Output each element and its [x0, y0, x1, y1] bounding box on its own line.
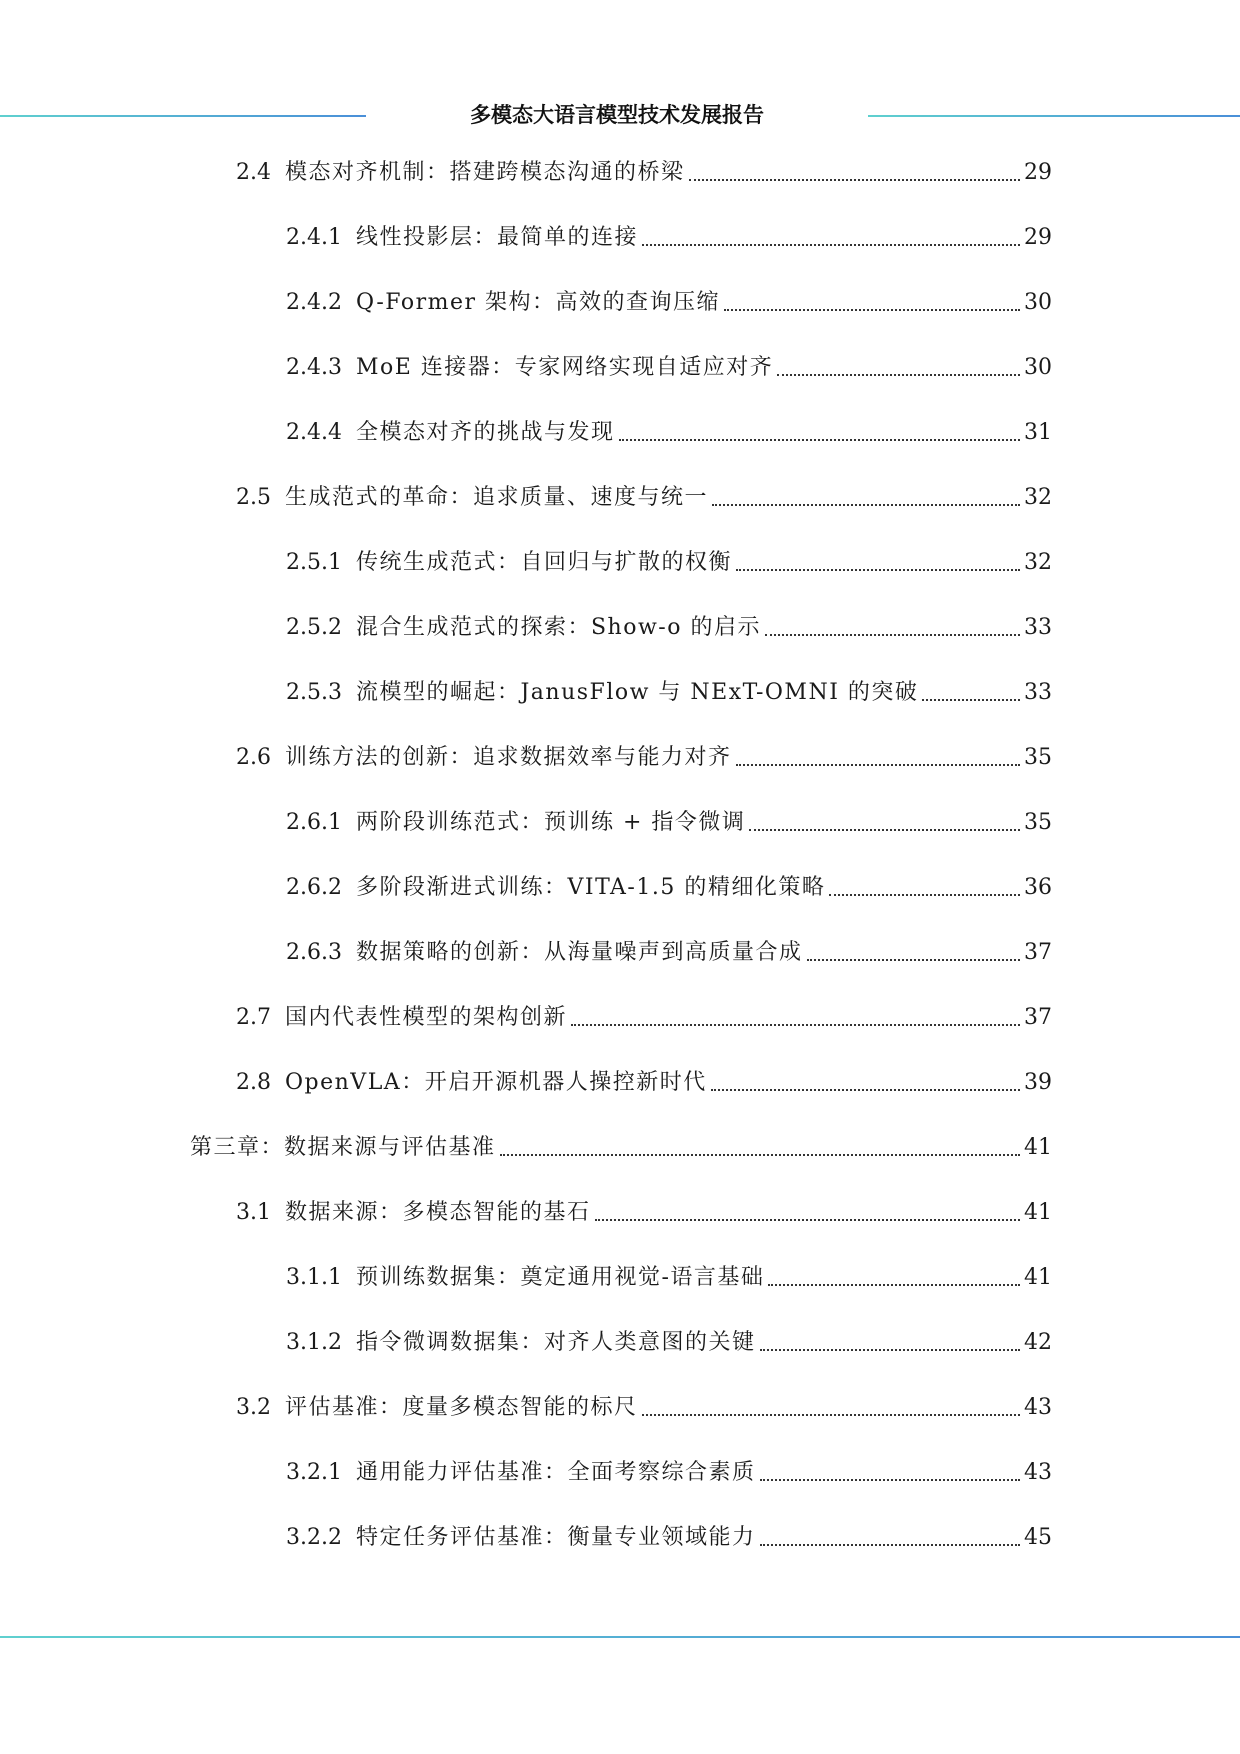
toc-entry-number: 2.8: [236, 1070, 271, 1095]
toc-page-number: 36: [1024, 875, 1052, 900]
toc-entry-2-5-2[interactable]: [286, 611, 1052, 645]
toc-entry-2-4-2[interactable]: [286, 286, 1052, 320]
toc-entry-3-1[interactable]: [236, 1196, 1052, 1230]
toc-dot-leader: [777, 372, 1020, 376]
toc-dot-leader: [619, 437, 1021, 441]
toc-entry-number: 2.7: [236, 1005, 271, 1030]
toc-entry-number: 3.1: [236, 1200, 271, 1225]
toc-page-number: 43: [1024, 1395, 1052, 1420]
toc-entry-title: 特定任务评估基准：衡量专业领域能力: [355, 1525, 756, 1550]
toc-dot-leader: [642, 242, 1020, 246]
toc-page-number: 41: [1024, 1265, 1052, 1290]
toc-page-number: 35: [1024, 810, 1052, 835]
toc-entry-2-7[interactable]: [236, 1001, 1052, 1035]
toc-entry-number: 2.4.1: [286, 225, 342, 250]
toc-dot-leader: [712, 502, 1020, 506]
toc-dot-leader: [736, 567, 1020, 571]
toc-dot-leader: [500, 1152, 1020, 1156]
toc-entry-title: 数据来源：多模态智能的基石: [285, 1200, 591, 1225]
toc-dot-leader: [571, 1022, 1020, 1026]
toc-dot-leader: [760, 1347, 1021, 1351]
toc-entry-3-2[interactable]: [236, 1391, 1052, 1425]
toc-entry-number: 2.5.2: [286, 615, 342, 640]
toc-entry-title: 通用能力评估基准：全面考察综合素质: [355, 1460, 756, 1485]
toc-entry-2-4-3[interactable]: [286, 351, 1052, 385]
toc-entry-2-6-2[interactable]: [286, 871, 1052, 905]
toc-dot-leader: [595, 1217, 1020, 1221]
toc-page-number: 30: [1024, 290, 1052, 315]
toc-dot-leader: [768, 1282, 1020, 1286]
toc-entry-2-5-3[interactable]: [286, 676, 1052, 710]
toc-page-number: 41: [1024, 1200, 1052, 1225]
toc-entry-2-6-1[interactable]: [286, 806, 1052, 840]
toc-entry-title: 多阶段渐进式训练：VITA-1.5 的精细化策略: [355, 875, 826, 900]
toc-page-number: 37: [1024, 1005, 1052, 1030]
toc-entry-2-4-1[interactable]: [286, 221, 1052, 255]
toc-entry-2-4[interactable]: [236, 156, 1052, 190]
toc-entry-number: 3.1.2: [286, 1330, 342, 1355]
toc-entry-number: 2.4: [236, 160, 271, 185]
toc-dot-leader: [711, 1087, 1020, 1091]
toc-entry-title: 预训练数据集：奠定通用视觉-语言基础: [355, 1265, 765, 1290]
toc-dot-leader: [724, 307, 1020, 311]
toc-page-number: 33: [1024, 680, 1052, 705]
toc-page-number: 35: [1024, 745, 1052, 770]
toc-entry-number: 2.6: [236, 745, 271, 770]
toc-page-number: 33: [1024, 615, 1052, 640]
header-rule-right: [868, 115, 1240, 117]
toc-entry-title: MoE 连接器：专家网络实现自适应对齐: [355, 355, 774, 380]
toc-entry-number: 3.1.1: [286, 1265, 342, 1290]
toc-dot-leader: [642, 1412, 1020, 1416]
toc-dot-leader: [765, 632, 1020, 636]
toc-entry-title: 数据策略的创新：从海量噪声到高质量合成: [355, 940, 803, 965]
toc-page-number: 32: [1024, 550, 1052, 575]
toc-entry-title: OpenVLA：开启开源机器人操控新时代: [285, 1070, 707, 1095]
toc-entry-number: 3.2.2: [286, 1525, 342, 1550]
toc-page-number: 45: [1024, 1525, 1052, 1550]
toc-dot-leader: [736, 762, 1020, 766]
toc-entry-chapter-3[interactable]: [190, 1131, 1052, 1165]
toc-page-number: 41: [1024, 1135, 1052, 1160]
toc-dot-leader: [807, 957, 1021, 961]
toc-entry-title: 第三章：数据来源与评估基准: [190, 1135, 496, 1160]
toc-entry-title: 训练方法的创新：追求数据效率与能力对齐: [285, 745, 732, 770]
toc-entry-number: 2.6.1: [286, 810, 342, 835]
toc-entry-number: 3.2.1: [286, 1460, 342, 1485]
toc-entry-3-1-2[interactable]: [286, 1326, 1052, 1360]
toc-entry-2-4-4[interactable]: [286, 416, 1052, 450]
toc-entry-number: 2.4.2: [286, 290, 342, 315]
toc-entry-number: 2.5.3: [286, 680, 342, 705]
toc-entry-title: 评估基准：度量多模态智能的标尺: [285, 1395, 638, 1420]
toc-entry-3-2-1[interactable]: [286, 1456, 1052, 1490]
toc-entry-number: 2.5.1: [286, 550, 342, 575]
toc-entry-number: 2.6.2: [286, 875, 342, 900]
toc-entry-number: 2.6.3: [286, 940, 342, 965]
toc-dot-leader: [760, 1542, 1021, 1546]
toc-entry-number: 3.2: [236, 1395, 271, 1420]
toc-page-number: 42: [1024, 1330, 1052, 1355]
toc-entry-title: 传统生成范式：自回归与扩散的权衡: [355, 550, 732, 575]
toc-page-number: 43: [1024, 1460, 1052, 1485]
toc-dot-leader: [922, 697, 1020, 701]
toc-page-number: 31: [1024, 420, 1052, 445]
toc-entry-title: 混合生成范式的探索：Show-o 的启示: [355, 615, 761, 640]
toc-page-number: 29: [1024, 160, 1052, 185]
toc-dot-leader: [749, 827, 1020, 831]
toc-page-number: 32: [1024, 485, 1052, 510]
toc-entry-number: 2.4.4: [286, 420, 342, 445]
toc-page-number: 37: [1024, 940, 1052, 965]
toc-entry-title: 两阶段训练范式：预训练 + 指令微调: [355, 810, 746, 835]
toc-entry-title: 指令微调数据集：对齐人类意图的关键: [355, 1330, 756, 1355]
toc-entry-2-8[interactable]: [236, 1066, 1052, 1100]
toc-entry-title: 生成范式的革命：追求质量、速度与统一: [285, 485, 709, 510]
toc-entry-2-5[interactable]: [236, 481, 1052, 515]
toc-entry-2-6-3[interactable]: [286, 936, 1052, 970]
toc-entry-3-2-2[interactable]: [286, 1521, 1052, 1555]
toc-dot-leader: [829, 892, 1020, 896]
toc-entry-2-6[interactable]: [236, 741, 1052, 775]
toc-entry-title: 流模型的崛起：JanusFlow 与 NExT-OMNI 的突破: [355, 680, 919, 705]
toc-entry-3-1-1[interactable]: [286, 1261, 1052, 1295]
toc-entry-title: Q-Former 架构：高效的查询压缩: [355, 290, 720, 315]
toc-page-number: 29: [1024, 225, 1052, 250]
toc-entry-2-5-1[interactable]: [286, 546, 1052, 580]
toc-dot-leader: [689, 177, 1020, 181]
toc-page-number: 39: [1024, 1070, 1052, 1095]
toc-entry-title: 线性投影层：最简单的连接: [355, 225, 638, 250]
page-header-title: 多模态大语言模型技术发展报告: [470, 103, 764, 127]
header-rule-left: [0, 115, 366, 117]
toc-entry-number: 2.4.3: [286, 355, 342, 380]
toc-entry-number: 2.5: [236, 485, 271, 510]
toc-page-number: 30: [1024, 355, 1052, 380]
toc-entry-title: 国内代表性模型的架构创新: [285, 1005, 568, 1030]
toc-dot-leader: [760, 1477, 1021, 1481]
toc-entry-title: 全模态对齐的挑战与发现: [355, 420, 615, 445]
footer-rule: [0, 1636, 1240, 1638]
toc-entry-title: 模态对齐机制：搭建跨模态沟通的桥梁: [285, 160, 685, 185]
